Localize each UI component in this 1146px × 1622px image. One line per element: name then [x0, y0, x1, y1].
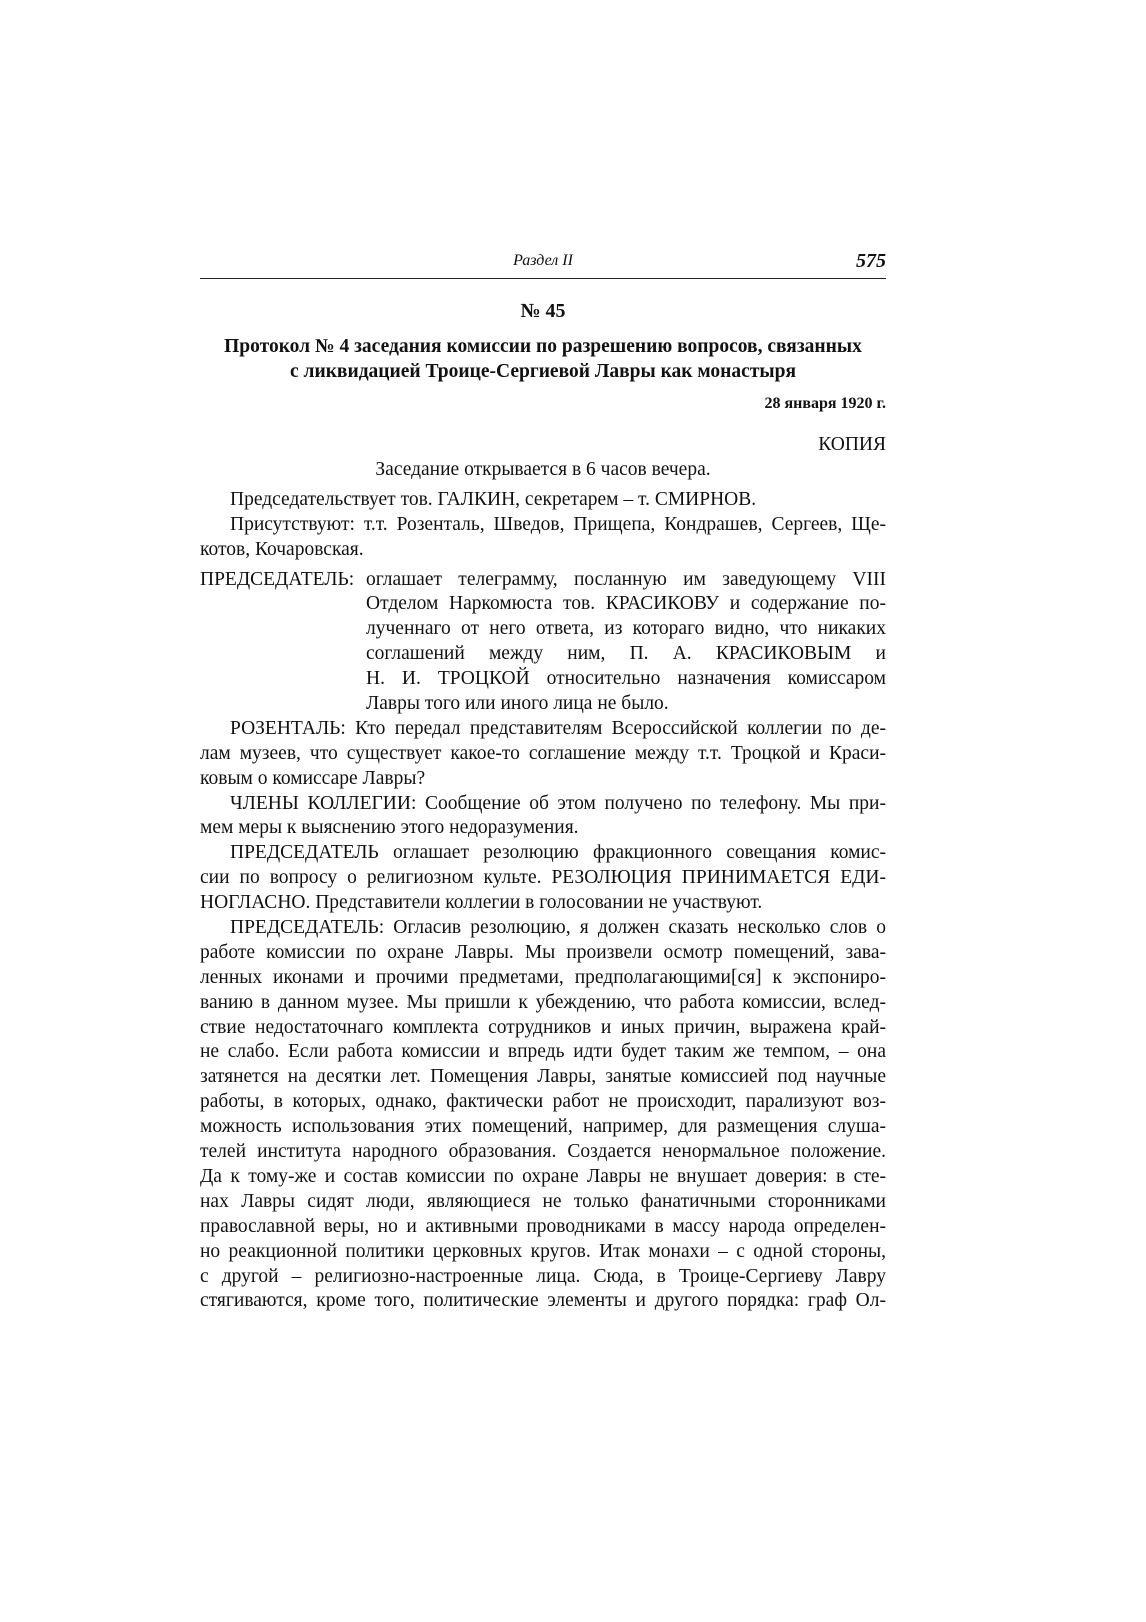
text-line: Заседание открывается в 6 часов вечера. — [375, 459, 711, 480]
text-line: ПРЕДСЕДАТЕЛЬ: Огласив резолюцию, я должен сказать несколько слов о — [230, 917, 886, 939]
text-line: котов, Кочаровская. — [200, 538, 364, 560]
text-line: Н. И. ТРОЦКОЙ относительно назначения комиссаром — [366, 668, 886, 690]
speaker-label: ПРЕДСЕДАТЕЛЬ: — [200, 568, 355, 590]
paragraph — [200, 568, 886, 717]
document-date: 28 января 1920 г. — [764, 395, 886, 412]
line-text: оглашает телеграмму, посланную им заведующему VIII — [366, 568, 886, 590]
text-line: мем меры к выяснению этого недоразумения. — [200, 817, 579, 839]
paragraph — [200, 458, 886, 483]
running-header — [200, 250, 886, 279]
paragraph — [200, 792, 886, 842]
text-line: работы, в которых, однако, фактически работ не происходит, парализуют воз- — [200, 1091, 886, 1113]
document-title — [200, 334, 886, 384]
text-line: православной веры, но и активными проводниками в массу народа определен- — [200, 1215, 886, 1237]
text-line: Отделом Наркомюста тов. КРАСИКОВУ и содержание по- — [366, 593, 886, 615]
text-line: затянется на десятки лет. Помещения Лавры, занятые комиссией под научные — [200, 1066, 886, 1088]
text-line: РОЗЕНТАЛЬ: Кто передал представителям Всероссийской коллегии по де- — [230, 717, 886, 739]
text-line: лученнаго от него ответа, из котораго видно, что никаких — [366, 618, 886, 640]
text-line: стягиваются, кроме того, политические элементы и другого порядка: граф Ол- — [200, 1290, 886, 1312]
paragraph — [200, 513, 886, 563]
text-line: с другой – религиозно-настроенные лица. Сюда, в Троице-Сергиеву Лавру — [200, 1265, 886, 1287]
text-line: работе комиссии по охране Лавры. Мы произвели осмотр помещений, зава- — [200, 941, 886, 963]
paragraph — [200, 841, 886, 916]
text-line — [200, 568, 886, 593]
text-line: Председательствует тов. ГАЛКИН, секретарем – т. СМИРНОВ. — [230, 488, 757, 510]
copy-mark: КОПИЯ — [818, 434, 886, 455]
document-number: № 45 — [520, 300, 566, 322]
text-line: Да к тому-же и состав комиссии по охране Лавры не внушает доверия: в сте- — [200, 1165, 886, 1187]
text-line: но реакционной политики церковных кругов. Итак монахи – с одной стороны, — [200, 1240, 886, 1262]
text-line: ствие недостаточнаго комплекта сотрудников и иных причин, выражена край- — [200, 1016, 886, 1038]
text-line: сии по вопросу о религиозном культе. РЕЗОЛЮЦИЯ ПРИНИМАЕТСЯ ЕДИ- — [200, 867, 886, 889]
document-body — [200, 458, 886, 1314]
text-line: ЧЛЕНЫ КОЛЛЕГИИ: Сообщение об этом получено по телефону. Мы при- — [230, 792, 886, 814]
text-line: нах Лавры сидят люди, являющиеся не только фанатичными сторонниками — [200, 1190, 886, 1212]
title-line: с ликвидацией Троице-Сергиевой Лавры как монастыря — [289, 361, 797, 382]
text-line: лам музеев, что существует какое-то соглашение между т.т. Троцкой и Краси- — [200, 742, 886, 764]
text-line: телей института народного образования. Создается ненормальное положение. — [200, 1141, 886, 1163]
text-line: ванию в данном музее. Мы пришли к убеждению, что работа комиссии, вслед- — [200, 991, 886, 1013]
text-line: не слабо. Если работа комиссии и впредь идти будет таким же темпом, – она — [200, 1041, 886, 1063]
text-line: НОГЛАСНО. Представители коллегии в голосовании не участвуют. — [200, 892, 763, 914]
title-line: Протокол № 4 заседания комиссии по разрешению вопросов, связанных — [224, 336, 862, 357]
text-line: ковым о комиссаре Лавры? — [200, 767, 426, 789]
section-title: Раздел II — [513, 252, 573, 269]
text-line: ленных иконами и прочими предметами, предполагающими[ся] к экспониро- — [200, 966, 886, 988]
text-line: соглашений между ним, П. А. КРАСИКОВЫМ и — [366, 643, 886, 665]
text-line: Лавры того или иного лица не было. — [366, 693, 669, 715]
paragraph — [200, 717, 886, 792]
text-line: ПРЕДСЕДАТЕЛЬ оглашает резолюцию фракционного совещания комис- — [230, 842, 886, 864]
text-line: Присутствуют: т.т. Розенталь, Шведов, Прищепа, Кондрашев, Сергеев, Ще- — [230, 513, 886, 535]
paragraph — [200, 488, 886, 513]
text-line: можность использования этих помещений, например, для размещения слуша- — [200, 1116, 886, 1138]
page-number: 575 — [856, 250, 886, 272]
paragraph — [200, 916, 886, 1314]
